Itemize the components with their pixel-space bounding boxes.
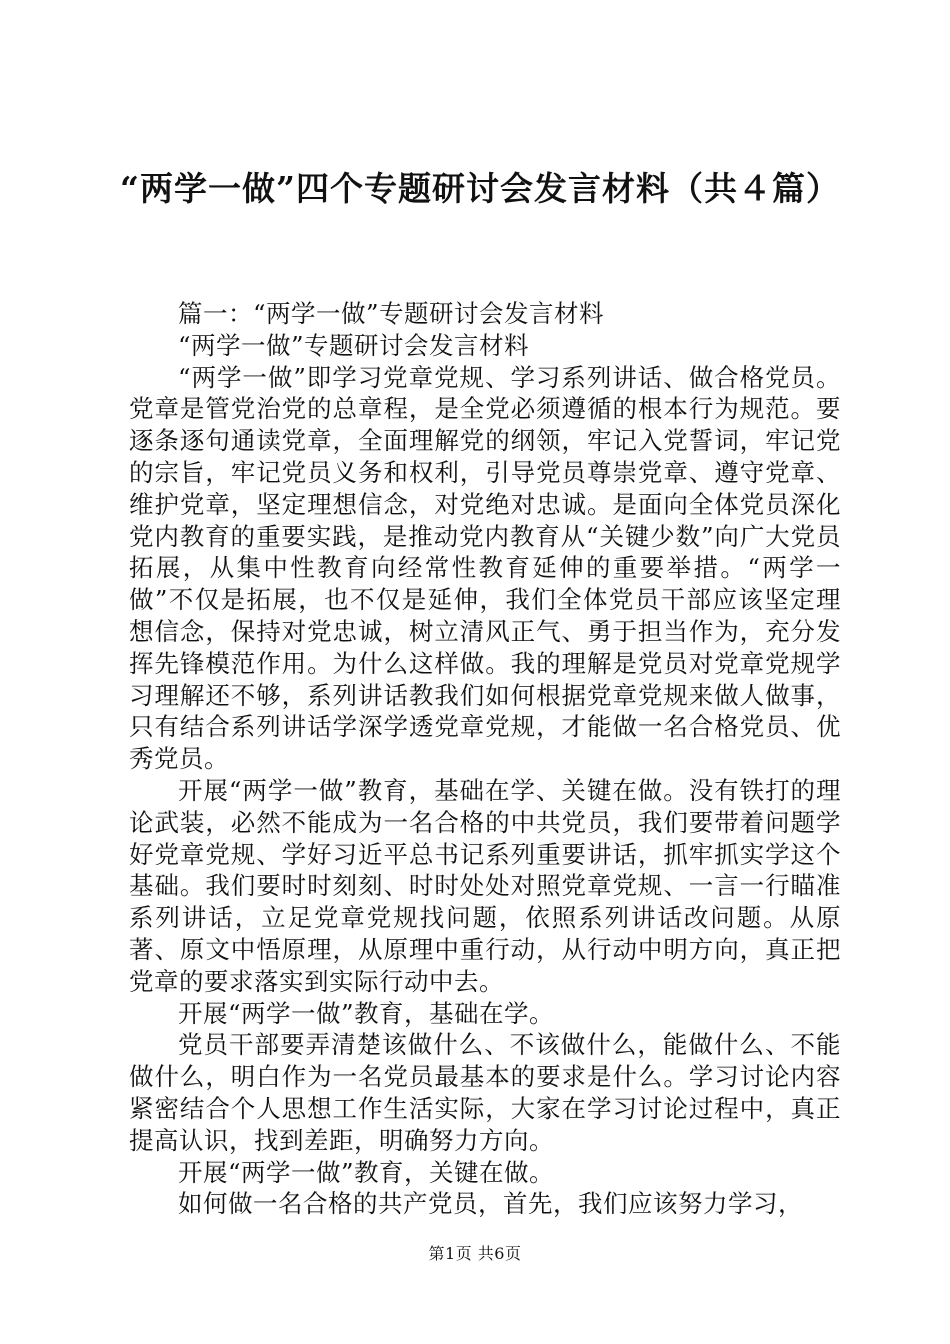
page-footer: 第1页 共6页 xyxy=(428,1244,522,1263)
body-paragraph: 开展“两学一做”教育，关键在做。 xyxy=(178,1157,555,1187)
section-heading: 篇一：“两学一做”专题研讨会发言材料 xyxy=(178,299,605,328)
subtitle-paragraph: “两学一做”专题研讨会发言材料 xyxy=(178,330,530,360)
body-paragraph: “两学一做”即学习党章党规、学习系列讲话、做合格党员。党章是管党治党的总章程，是全党必须遵循的根本行为规范。要逐条逐句通读党章，全面理解党的纲领，牢记入党誓词，牢记党的宗旨，牢记党员义务和权利，引导党员尊崇党章、遵守党章、维护党章，坚定理想信念，对党绝对忠诚。是面向全体党员深化党内教育的重要实践，是推动党内教育从“关键少数”向广大党员拓展，从集中性教育向经常性教育延伸的重要举措。“两学一做”不仅是拓展，也不仅是延伸，我们全体党员干部应该坚定理想信念，保持对党忠诚，树立清风正气、勇于担当作为，充分发挥先锋模范作用。为什么这样做。我的理解是党员对党章党规学习理解还不够，系列讲话教我们如何根据党章党规来做人做事，只有结合系列讲话学深学透党章党规，才能做一名合格党员、优秀党员。 xyxy=(129,362,841,774)
body-paragraph: 开展“两学一做”教育，基础在学。 xyxy=(178,998,555,1028)
document-body xyxy=(129,298,841,1220)
body-paragraph: 如何做一名合格的共产党员，首先，我们应该努力学习， xyxy=(178,1189,803,1219)
document-title: “两学一做”四个专题研讨会发言材料（共４篇） xyxy=(120,169,840,208)
body-paragraph: 党员干部要弄清楚该做什么、不该做什么，能做什么、不能做什么，明白作为一名党员最基本的要求是什么。学习讨论内容紧密结合个人思想工作生活实际，大家在学习讨论过程中，真正提高认识，找到差距，明确努力方向。 xyxy=(129,1030,841,1155)
body-paragraph: 开展“两学一做”教育，基础在学、关键在做。没有铁打的理论武装，必然不能成为一名合格的中共党员，我们要带着问题学好党章党规、学好习近平总书记系列重要讲话，抓牢抓实学这个基础。我们要时时刻刻、时时处处对照党章党规、一言一行瞄准系列讲话，立足党章党规找问题，依照系列讲话改问题。从原著、原文中悟原理，从原理中重行动，从行动中明方向，真正把党章的要求落实到实际行动中去。 xyxy=(129,775,841,996)
